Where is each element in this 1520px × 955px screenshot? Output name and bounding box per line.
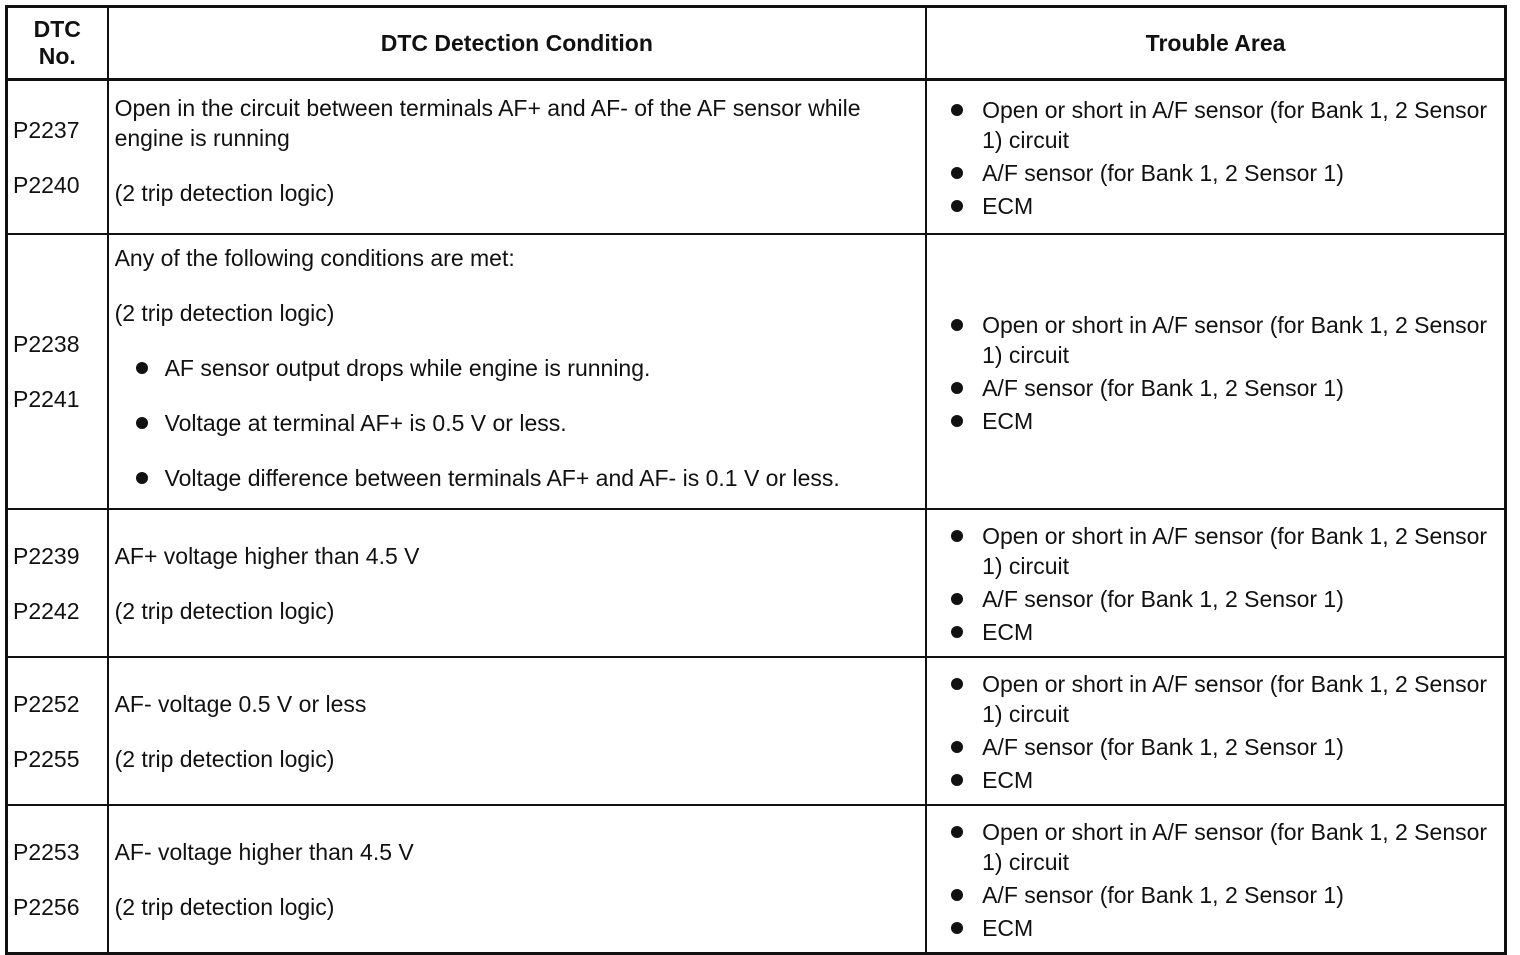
trouble-area-item bbox=[939, 406, 1498, 436]
condition-text: (2 trip detection logic) bbox=[114, 597, 335, 624]
trouble-area-item bbox=[939, 913, 1498, 943]
bullet-icon bbox=[951, 319, 963, 331]
bullet-icon bbox=[136, 362, 148, 374]
condition-bullet-text: AF sensor output drops while engine is running. bbox=[164, 355, 651, 381]
trouble-area-text: ECM bbox=[982, 619, 1034, 645]
dtc-code: P2240 bbox=[13, 171, 80, 198]
trouble-area-cell bbox=[926, 509, 1505, 657]
trouble-area-item bbox=[939, 732, 1498, 762]
detection-condition-cell bbox=[108, 234, 927, 509]
dtc-code-cell bbox=[7, 657, 108, 805]
dtc-code: P2256 bbox=[13, 893, 80, 920]
bullet-icon bbox=[951, 415, 963, 427]
dtc-table-container bbox=[5, 5, 1507, 955]
trouble-area-text: ECM bbox=[982, 915, 1034, 941]
trouble-area-text: Open or short in A/F sensor (for Bank 1, 2 Sensor 1) circuit bbox=[982, 671, 1488, 727]
bullet-icon bbox=[951, 826, 963, 838]
trouble-area-cell bbox=[926, 657, 1505, 805]
trouble-area-text: ECM bbox=[982, 193, 1034, 219]
dtc-code: P2239 bbox=[13, 542, 80, 569]
table-header-row bbox=[7, 7, 1506, 80]
bullet-icon bbox=[951, 922, 963, 934]
detection-condition-cell bbox=[108, 805, 927, 954]
table-row bbox=[7, 657, 1506, 805]
bullet-icon bbox=[951, 626, 963, 638]
condition-bullet-item bbox=[115, 408, 920, 438]
trouble-area-text: A/F sensor (for Bank 1, 2 Sensor 1) bbox=[982, 882, 1344, 908]
bullet-icon bbox=[951, 593, 963, 605]
trouble-area-item bbox=[939, 669, 1498, 729]
trouble-area-cell bbox=[926, 80, 1505, 235]
trouble-area-item bbox=[939, 584, 1498, 614]
trouble-area-item bbox=[939, 158, 1498, 188]
trouble-area-text: A/F sensor (for Bank 1, 2 Sensor 1) bbox=[982, 160, 1344, 186]
trouble-area-text: Open or short in A/F sensor (for Bank 1, 2 Sensor 1) circuit bbox=[982, 819, 1488, 875]
detection-condition-cell bbox=[108, 657, 927, 805]
table-row bbox=[7, 509, 1506, 657]
trouble-area-text: ECM bbox=[982, 767, 1034, 793]
condition-bullet-text: Voltage at terminal AF+ is 0.5 V or less. bbox=[164, 410, 567, 436]
condition-text: (2 trip detection logic) bbox=[114, 180, 335, 206]
trouble-area-text: A/F sensor (for Bank 1, 2 Sensor 1) bbox=[982, 586, 1344, 612]
trouble-area-cell bbox=[926, 234, 1505, 509]
trouble-area-item bbox=[939, 765, 1498, 795]
table-row bbox=[7, 80, 1506, 235]
bullet-icon bbox=[951, 104, 963, 116]
trouble-area-item bbox=[939, 817, 1498, 877]
table-row bbox=[7, 805, 1506, 954]
table-row bbox=[7, 234, 1506, 509]
bullet-icon bbox=[951, 678, 963, 690]
header-condition: DTC Detection Condition bbox=[108, 7, 927, 80]
trouble-area-item bbox=[939, 617, 1498, 647]
header-dtc-no-label: DTC No. bbox=[33, 16, 81, 69]
dtc-code-cell bbox=[7, 80, 108, 235]
bullet-icon bbox=[951, 167, 963, 179]
condition-text: AF- voltage 0.5 V or less bbox=[114, 690, 367, 717]
dtc-code: P2255 bbox=[13, 745, 80, 772]
bullet-icon bbox=[951, 530, 963, 542]
condition-text: AF- voltage higher than 4.5 V bbox=[114, 838, 414, 865]
bullet-icon bbox=[951, 741, 963, 753]
detection-condition-cell bbox=[108, 509, 927, 657]
dtc-code: P2252 bbox=[13, 690, 80, 717]
bullet-icon bbox=[951, 382, 963, 394]
condition-text: (2 trip detection logic) bbox=[114, 893, 335, 920]
dtc-code: P2238 bbox=[13, 331, 80, 357]
dtc-code: P2253 bbox=[13, 838, 80, 865]
dtc-code-cell bbox=[7, 234, 108, 509]
condition-bullet-item bbox=[115, 463, 920, 493]
condition-bullet-text: Voltage difference between terminals AF+ and AF- is 0.1 V or less. bbox=[164, 465, 840, 491]
bullet-icon bbox=[951, 200, 963, 212]
trouble-area-cell bbox=[926, 805, 1505, 954]
bullet-icon bbox=[951, 774, 963, 786]
trouble-area-text: A/F sensor (for Bank 1, 2 Sensor 1) bbox=[982, 374, 1344, 401]
header-dtc-no bbox=[7, 7, 108, 80]
trouble-area-item bbox=[939, 880, 1498, 910]
trouble-area-item bbox=[939, 521, 1498, 581]
dtc-code-cell bbox=[7, 509, 108, 657]
header-trouble-area: Trouble Area bbox=[926, 7, 1505, 80]
dtc-code: P2242 bbox=[13, 597, 80, 624]
bullet-icon bbox=[136, 472, 148, 484]
condition-text: (2 trip detection logic) bbox=[114, 300, 335, 326]
dtc-code-cell bbox=[7, 805, 108, 954]
trouble-area-item bbox=[939, 191, 1498, 221]
condition-text: (2 trip detection logic) bbox=[114, 745, 335, 772]
trouble-area-text: Open or short in A/F sensor (for Bank 1, 2 Sensor 1) circuit bbox=[982, 523, 1488, 579]
trouble-area-item bbox=[939, 95, 1498, 155]
detection-condition-cell bbox=[108, 80, 927, 235]
trouble-area-text: Open or short in A/F sensor (for Bank 1, 2 Sensor 1) circuit bbox=[982, 311, 1488, 368]
dtc-table bbox=[5, 5, 1507, 955]
dtc-code: P2237 bbox=[13, 116, 80, 143]
condition-bullet-item bbox=[115, 353, 920, 383]
trouble-area-text: ECM bbox=[982, 407, 1034, 434]
trouble-area-item bbox=[939, 373, 1498, 403]
trouble-area-text: Open or short in A/F sensor (for Bank 1, 2 Sensor 1) circuit bbox=[982, 97, 1488, 153]
bullet-icon bbox=[136, 417, 148, 429]
condition-text: Open in the circuit between terminals AF+ and AF- of the AF sensor while engine is running bbox=[114, 95, 861, 151]
trouble-area-item bbox=[939, 310, 1498, 370]
dtc-code: P2241 bbox=[13, 386, 80, 412]
condition-text: AF+ voltage higher than 4.5 V bbox=[114, 542, 420, 569]
trouble-area-text: A/F sensor (for Bank 1, 2 Sensor 1) bbox=[982, 734, 1344, 760]
bullet-icon bbox=[951, 889, 963, 901]
condition-text: Any of the following conditions are met: bbox=[114, 245, 515, 271]
